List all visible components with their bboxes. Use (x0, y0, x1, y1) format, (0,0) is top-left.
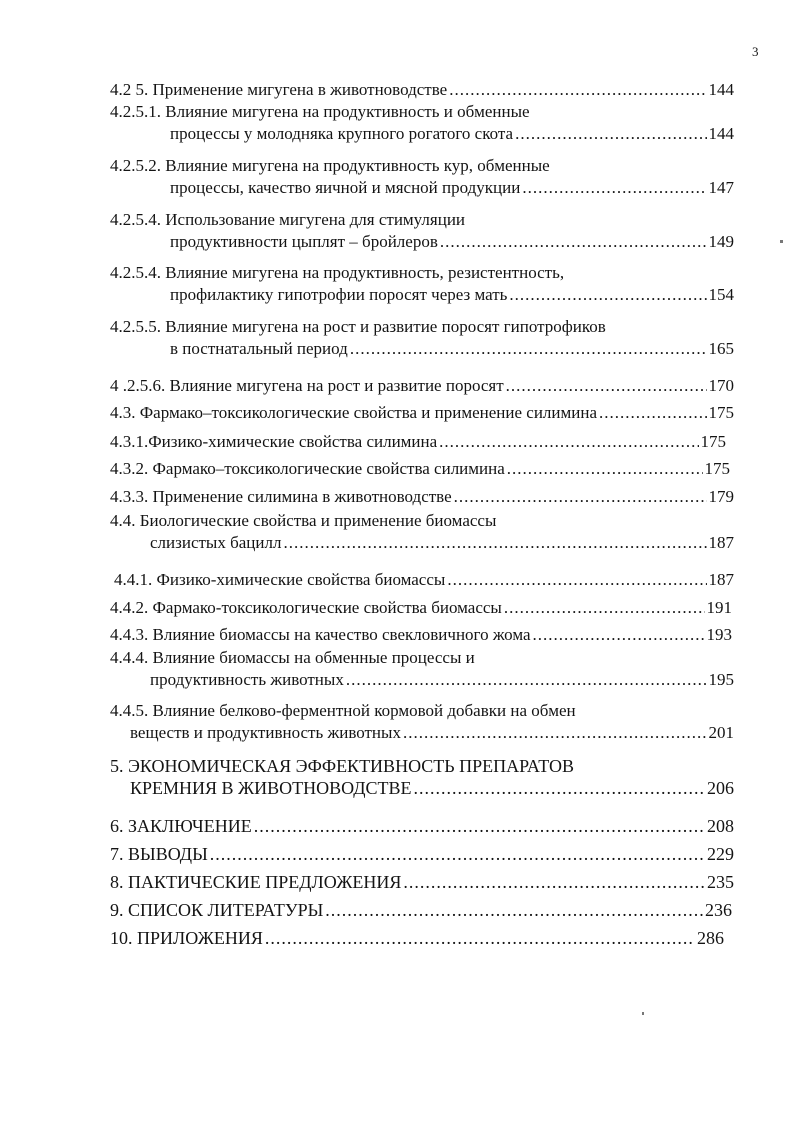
toc-entry-title: 4.3. Фармако–токсикологические свойства и применение силимина (110, 403, 598, 422)
dot-leader (439, 431, 698, 453)
toc-entry (110, 209, 734, 253)
toc-entry (110, 815, 734, 837)
toc-entry (110, 647, 734, 691)
dot-leader (440, 231, 707, 253)
dot-leader (350, 338, 707, 360)
toc-entry-title: 5. ЭКОНОМИЧЕСКАЯ ЭФФЕКТИВНОСТЬ ПРЕПАРАТОВ (110, 756, 575, 776)
toc-entry (110, 486, 734, 508)
toc-page-number: 187 (708, 570, 734, 589)
toc-entry (110, 375, 734, 397)
toc-entry-title: 4.2.5.1. Влияние мигугена на продуктивность и обменные (110, 102, 530, 121)
dot-leader (254, 815, 705, 837)
scan-speck (780, 240, 783, 243)
toc-entry-title: 4.3.2. Фармако–токсикологические свойства силимина (110, 459, 505, 478)
toc-page-number: 193 (706, 625, 732, 644)
dot-leader (403, 871, 705, 893)
toc-entry (110, 871, 734, 893)
toc-page-number: 229 (707, 844, 734, 864)
toc-page-number: 235 (707, 872, 734, 892)
toc-page-number: 165 (708, 339, 734, 358)
toc-entry-title: 4.4. Биологические свойства и применение биомассы (110, 511, 497, 530)
toc-entry (110, 624, 732, 646)
dot-leader (283, 532, 706, 554)
dot-leader (599, 402, 706, 424)
toc-entry-title-continued: процессы, качество яичной и мясной продукции (170, 178, 521, 197)
toc-entry (110, 458, 730, 480)
toc-entry-title: 4.4.4. Влияние биомассы на обменные процессы и (110, 648, 475, 667)
toc-page-number: 154 (708, 285, 734, 304)
toc-page-number: 187 (708, 533, 734, 552)
toc-entry (110, 402, 734, 424)
toc-entry-title-continued: слизистых бацилл (150, 533, 282, 552)
toc-page-number: 286 (697, 928, 724, 948)
dot-leader (507, 458, 703, 480)
toc-page-number: 149 (708, 232, 734, 251)
toc-page-number: 206 (707, 778, 734, 798)
toc-page-number: 144 (708, 80, 734, 99)
dot-leader (403, 722, 707, 744)
toc-entry (110, 262, 734, 306)
dot-leader (346, 669, 707, 691)
toc-entry-title-continued: в постнатальный период (170, 339, 348, 358)
toc-entry (110, 316, 734, 360)
toc-entry (110, 700, 734, 744)
dot-leader (449, 79, 706, 101)
toc-entry (110, 79, 734, 101)
toc-entry-title: 9. СПИСОК ЛИТЕРАТУРЫ (110, 900, 324, 920)
toc-entry (110, 843, 734, 865)
toc-entry-title-continued: продуктивности цыплят – бройлеров (170, 232, 438, 251)
toc-entry-title: 6. ЗАКЛЮЧЕНИЕ (110, 816, 252, 836)
toc-entry-title-continued: процессы у молодняка крупного рогатого скота (170, 124, 514, 143)
toc-page-number: 144 (708, 124, 734, 143)
toc-entry-title: 4 .2.5.6. Влияние мигугена на рост и развитие поросят (110, 376, 504, 395)
toc-page-number: 175 (704, 459, 730, 478)
toc-page-number: 175 (708, 403, 734, 422)
toc-entry-title: 4.3.1.Физико-химические свойства силимина (110, 432, 438, 451)
toc-entry-title: 4.2.5.4. Влияние мигугена на продуктивность, резистентность, (110, 263, 565, 282)
dot-leader (506, 375, 707, 397)
toc-entry (110, 155, 734, 199)
dot-leader (515, 123, 706, 145)
toc-entry (110, 899, 732, 921)
dot-leader (325, 899, 703, 921)
dot-leader (210, 843, 705, 865)
toc-page-number: 175 (700, 432, 726, 451)
toc-page-number: 191 (706, 598, 732, 617)
toc-entry-title: 4.2.5.2. Влияние мигугена на продуктивность кур, обменные (110, 156, 550, 175)
toc-entry-title: 4.4.5. Влияние белково-ферментной кормовой добавки на обмен (110, 701, 576, 720)
toc-entry-title: 4.2.5.5. Влияние мигугена на рост и развитие поросят гипотрофиков (110, 317, 606, 336)
dot-leader (454, 486, 707, 508)
toc-page-number: 236 (705, 900, 732, 920)
dot-leader (509, 284, 706, 306)
toc-page-number: 201 (708, 723, 734, 742)
toc-entry (110, 927, 724, 949)
toc-entry (110, 755, 734, 799)
page-number: 3 (752, 44, 759, 59)
toc-entry (110, 510, 734, 554)
dot-leader (504, 597, 705, 619)
toc-entry-title: 4.4.1. Физико-химические свойства биомассы (114, 570, 446, 589)
toc-entry-title-continued: КРЕМНИЯ В ЖИВОТНОВОДСТВЕ (130, 778, 412, 798)
toc-page-number: 195 (708, 670, 734, 689)
toc-entry (110, 101, 734, 145)
toc-entry-title-continued: продуктивность животных (150, 670, 344, 689)
toc-entry-title: 10. ПРИЛОЖЕНИЯ (110, 928, 263, 948)
toc-page-number: 179 (708, 487, 734, 506)
dot-leader (265, 927, 695, 949)
toc-entry (114, 569, 734, 591)
toc-page-number: 170 (708, 376, 734, 395)
dot-leader (522, 177, 706, 199)
toc-entry-title-continued: веществ и продуктивность животных (130, 723, 401, 742)
toc-entry-title: 4.4.2. Фармако-токсикологические свойства биомассы (110, 598, 502, 617)
toc-entry-title: 4.2 5. Применение мигугена в животноводстве (110, 80, 448, 99)
scan-speck (642, 1012, 644, 1015)
toc-page-number: 208 (707, 816, 734, 836)
toc-entry (110, 431, 726, 453)
toc-entry-title: 4.3.3. Применение силимина в животноводстве (110, 487, 452, 506)
toc-entry-title: 4.2.5.4. Использование мигугена для стимуляции (110, 210, 466, 229)
toc-entry-title: 4.4.3. Влияние биомассы на качество свекловичного жома (110, 625, 531, 644)
toc-entry-title: 7. ВЫВОДЫ (110, 844, 208, 864)
dot-leader (447, 569, 706, 591)
dot-leader (414, 777, 705, 799)
toc-entry-title-continued: профилактику гипотрофии поросят через мать (170, 285, 508, 304)
dot-leader (533, 624, 705, 646)
toc-entry (110, 597, 732, 619)
toc-entry-title: 8. ПАКТИЧЕСКИЕ ПРЕДЛОЖЕНИЯ (110, 872, 402, 892)
toc-page-number: 147 (708, 178, 734, 197)
